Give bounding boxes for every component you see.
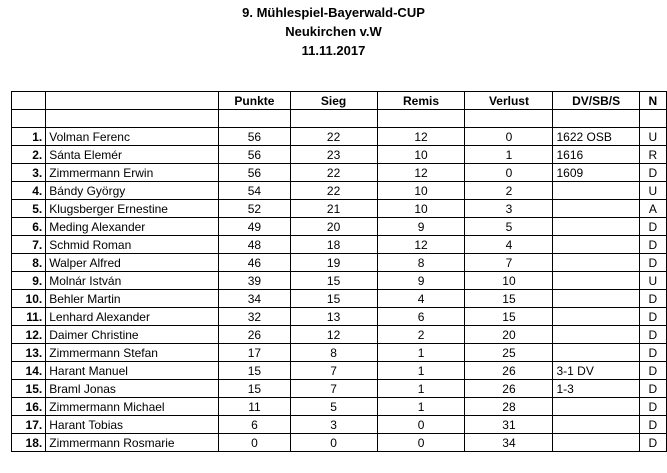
punkte-cell: 15 xyxy=(219,380,290,398)
table-row xyxy=(12,308,667,326)
header-remis: Remis xyxy=(377,92,465,110)
dv-sb-s-cell xyxy=(553,200,639,218)
punkte-cell: 15 xyxy=(219,362,290,380)
sieg-cell: 7 xyxy=(290,362,377,380)
dv-sb-s-cell xyxy=(553,218,639,236)
rank-cell: 3. xyxy=(12,164,46,182)
table-row xyxy=(12,128,667,146)
punkte-cell: 56 xyxy=(219,146,290,164)
sieg-cell: 13 xyxy=(290,308,377,326)
table-row xyxy=(12,416,667,434)
sieg-cell: 0 xyxy=(290,434,377,452)
rank-cell: 13. xyxy=(12,344,46,362)
rank-cell: 2. xyxy=(12,146,46,164)
nation-cell: D xyxy=(639,362,666,380)
punkte-cell: 17 xyxy=(219,344,290,362)
player-name-cell: Klugsberger Ernestine xyxy=(46,200,219,218)
dv-sb-s-cell xyxy=(553,290,639,308)
player-name-cell: Daimer Christine xyxy=(46,326,219,344)
dv-sb-s-cell xyxy=(553,434,639,452)
player-name-cell: Zimmermann Erwin xyxy=(46,164,219,182)
player-name-cell: Braml Jonas xyxy=(46,380,219,398)
verlust-cell: 26 xyxy=(465,362,553,380)
nation-cell: D xyxy=(639,380,666,398)
rank-cell: 16. xyxy=(12,398,46,416)
table-row xyxy=(12,362,667,380)
spacer-cell xyxy=(553,110,639,128)
nation-cell: D xyxy=(639,290,666,308)
nation-cell: D xyxy=(639,326,666,344)
nation-cell: D xyxy=(639,308,666,326)
sieg-cell: 19 xyxy=(290,254,377,272)
rank-cell: 6. xyxy=(12,218,46,236)
verlust-cell: 20 xyxy=(465,326,553,344)
header-rank xyxy=(12,92,46,110)
punkte-cell: 46 xyxy=(219,254,290,272)
dv-sb-s-cell xyxy=(553,254,639,272)
table-header-row xyxy=(12,92,667,110)
rank-cell: 14. xyxy=(12,362,46,380)
header-name xyxy=(46,92,219,110)
remis-cell: 6 xyxy=(377,308,465,326)
remis-cell: 0 xyxy=(377,416,465,434)
spacer-cell xyxy=(377,110,465,128)
sieg-cell: 20 xyxy=(290,218,377,236)
rank-cell: 8. xyxy=(12,254,46,272)
sieg-cell: 8 xyxy=(290,344,377,362)
table-row xyxy=(12,182,667,200)
sieg-cell: 15 xyxy=(290,272,377,290)
remis-cell: 1 xyxy=(377,344,465,362)
table-row xyxy=(12,434,667,452)
spacer-cell xyxy=(290,110,377,128)
remis-cell: 1 xyxy=(377,362,465,380)
verlust-cell: 3 xyxy=(465,200,553,218)
player-name-cell: Zimmermann Stefan xyxy=(46,344,219,362)
table-row xyxy=(12,344,667,362)
sieg-cell: 18 xyxy=(290,236,377,254)
sieg-cell: 22 xyxy=(290,182,377,200)
header-punkte: Punkte xyxy=(219,92,290,110)
table-row xyxy=(12,380,667,398)
player-name-cell: Molnár István xyxy=(46,272,219,290)
sieg-cell: 12 xyxy=(290,326,377,344)
dv-sb-s-cell xyxy=(553,272,639,290)
table-spacer-row xyxy=(12,110,667,128)
remis-cell: 12 xyxy=(377,236,465,254)
table-row xyxy=(12,218,667,236)
punkte-cell: 26 xyxy=(219,326,290,344)
spacer-cell xyxy=(639,110,666,128)
punkte-cell: 34 xyxy=(219,290,290,308)
header-dv: DV/SB/S xyxy=(553,92,639,110)
table-row xyxy=(12,326,667,344)
table-row xyxy=(12,398,667,416)
sieg-cell: 22 xyxy=(290,128,377,146)
verlust-cell: 31 xyxy=(465,416,553,434)
verlust-cell: 28 xyxy=(465,398,553,416)
remis-cell: 0 xyxy=(377,434,465,452)
dv-sb-s-cell xyxy=(553,398,639,416)
dv-sb-s-cell: 3-1 DV xyxy=(553,362,639,380)
punkte-cell: 54 xyxy=(219,182,290,200)
punkte-cell: 52 xyxy=(219,200,290,218)
verlust-cell: 5 xyxy=(465,218,553,236)
verlust-cell: 0 xyxy=(465,164,553,182)
table-row xyxy=(12,236,667,254)
remis-cell: 10 xyxy=(377,200,465,218)
nation-cell: D xyxy=(639,416,666,434)
remis-cell: 12 xyxy=(377,164,465,182)
remis-cell: 8 xyxy=(377,254,465,272)
header-verlust: Verlust xyxy=(465,92,553,110)
spacer-cell xyxy=(465,110,553,128)
verlust-cell: 26 xyxy=(465,380,553,398)
player-name-cell: Volman Ferenc xyxy=(46,128,219,146)
punkte-cell: 32 xyxy=(219,308,290,326)
table-row xyxy=(12,164,667,182)
nation-cell: D xyxy=(639,344,666,362)
player-name-cell: Behler Martin xyxy=(46,290,219,308)
rank-cell: 17. xyxy=(12,416,46,434)
rank-cell: 5. xyxy=(12,200,46,218)
rank-cell: 4. xyxy=(12,182,46,200)
sieg-cell: 22 xyxy=(290,164,377,182)
verlust-cell: 15 xyxy=(465,308,553,326)
dv-sb-s-cell: 1-3 xyxy=(553,380,639,398)
tournament-location: Neukirchen v.W xyxy=(285,24,382,39)
remis-cell: 9 xyxy=(377,218,465,236)
nation-cell: A xyxy=(639,200,666,218)
nation-cell: D xyxy=(639,398,666,416)
dv-sb-s-cell: 1622 OSB xyxy=(553,128,639,146)
remis-cell: 4 xyxy=(377,290,465,308)
nation-cell: D xyxy=(639,434,666,452)
rank-cell: 18. xyxy=(12,434,46,452)
verlust-cell: 10 xyxy=(465,272,553,290)
punkte-cell: 0 xyxy=(219,434,290,452)
remis-cell: 9 xyxy=(377,272,465,290)
nation-cell: U xyxy=(639,272,666,290)
player-name-cell: Meding Alexander xyxy=(46,218,219,236)
punkte-cell: 39 xyxy=(219,272,290,290)
player-name-cell: Harant Manuel xyxy=(46,362,219,380)
remis-cell: 2 xyxy=(377,326,465,344)
rank-cell: 9. xyxy=(12,272,46,290)
punkte-cell: 6 xyxy=(219,416,290,434)
dv-sb-s-cell xyxy=(553,236,639,254)
nation-cell: D xyxy=(639,254,666,272)
dv-sb-s-cell xyxy=(553,308,639,326)
punkte-cell: 48 xyxy=(219,236,290,254)
remis-cell: 10 xyxy=(377,146,465,164)
player-name-cell: Lenhard Alexander xyxy=(46,308,219,326)
dv-sb-s-cell xyxy=(553,326,639,344)
tournament-title: 9. Mühlespiel-Bayerwald-CUP xyxy=(242,5,425,20)
player-name-cell: Schmid Roman xyxy=(46,236,219,254)
rank-cell: 15. xyxy=(12,380,46,398)
dv-sb-s-cell xyxy=(553,416,639,434)
dv-sb-s-cell xyxy=(553,182,639,200)
rank-cell: 12. xyxy=(12,326,46,344)
dv-sb-s-cell: 1616 xyxy=(553,146,639,164)
verlust-cell: 34 xyxy=(465,434,553,452)
rank-cell: 10. xyxy=(12,290,46,308)
punkte-cell: 49 xyxy=(219,218,290,236)
punkte-cell: 56 xyxy=(219,164,290,182)
dv-sb-s-cell xyxy=(553,344,639,362)
header-sieg: Sieg xyxy=(290,92,377,110)
player-name-cell: Harant Tobias xyxy=(46,416,219,434)
nation-cell: D xyxy=(639,218,666,236)
nation-cell: D xyxy=(639,236,666,254)
spacer-cell xyxy=(219,110,290,128)
remis-cell: 12 xyxy=(377,128,465,146)
sieg-cell: 3 xyxy=(290,416,377,434)
remis-cell: 1 xyxy=(377,380,465,398)
nation-cell: D xyxy=(639,164,666,182)
table-row xyxy=(12,272,667,290)
tournament-date: 11.11.2017 xyxy=(301,43,366,58)
verlust-cell: 25 xyxy=(465,344,553,362)
nation-cell: R xyxy=(639,146,666,164)
spacer-cell xyxy=(12,110,46,128)
results-table xyxy=(11,91,667,452)
table-row xyxy=(12,254,667,272)
verlust-cell: 1 xyxy=(465,146,553,164)
player-name-cell: Zimmermann Michael xyxy=(46,398,219,416)
rank-cell: 11. xyxy=(12,308,46,326)
sieg-cell: 23 xyxy=(290,146,377,164)
punkte-cell: 56 xyxy=(219,128,290,146)
table-row xyxy=(12,290,667,308)
rank-cell: 1. xyxy=(12,128,46,146)
rank-cell: 7. xyxy=(12,236,46,254)
sieg-cell: 21 xyxy=(290,200,377,218)
remis-cell: 10 xyxy=(377,182,465,200)
nation-cell: U xyxy=(639,128,666,146)
sieg-cell: 7 xyxy=(290,380,377,398)
player-name-cell: Bándy György xyxy=(46,182,219,200)
dv-sb-s-cell: 1609 xyxy=(553,164,639,182)
player-name-cell: Sánta Elemér xyxy=(46,146,219,164)
player-name-cell: Walper Alfred xyxy=(46,254,219,272)
sieg-cell: 15 xyxy=(290,290,377,308)
verlust-cell: 7 xyxy=(465,254,553,272)
verlust-cell: 15 xyxy=(465,290,553,308)
punkte-cell: 11 xyxy=(219,398,290,416)
nation-cell: U xyxy=(639,182,666,200)
player-name-cell: Zimmermann Rosmarie xyxy=(46,434,219,452)
spacer-cell xyxy=(46,110,219,128)
remis-cell: 1 xyxy=(377,398,465,416)
table-row xyxy=(12,200,667,218)
header-n: N xyxy=(639,92,666,110)
table-row xyxy=(12,146,667,164)
sieg-cell: 5 xyxy=(290,398,377,416)
verlust-cell: 4 xyxy=(465,236,553,254)
verlust-cell: 0 xyxy=(465,128,553,146)
verlust-cell: 2 xyxy=(465,182,553,200)
